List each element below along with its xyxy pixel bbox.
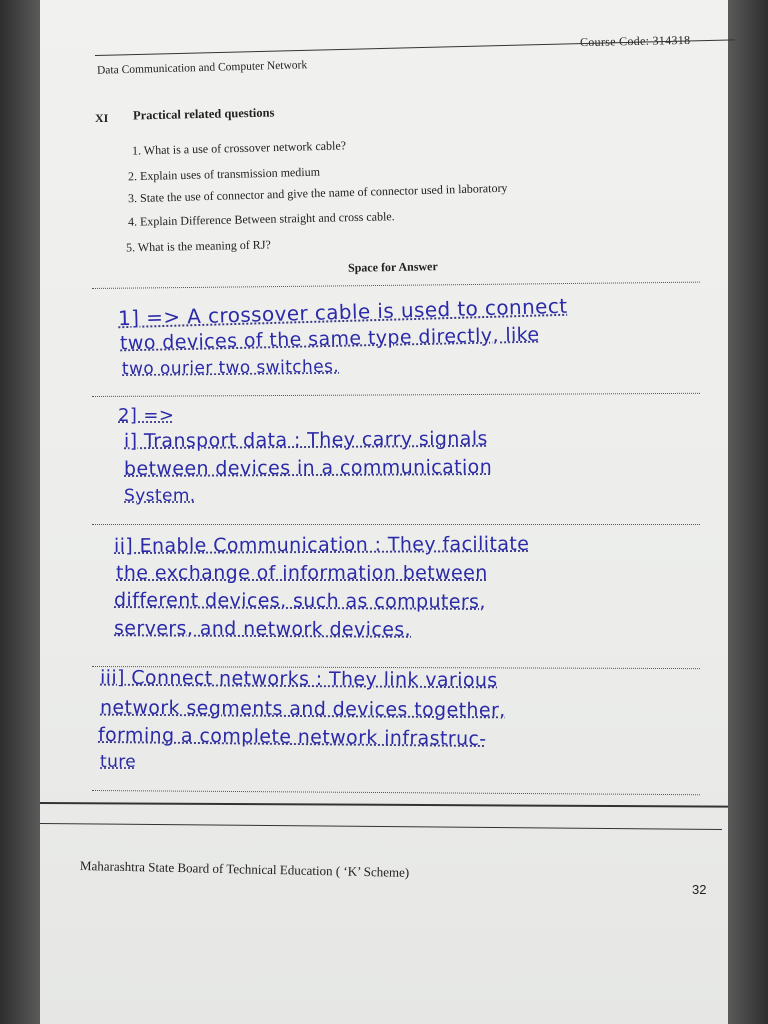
answer-line: servers, and network devices. [113, 617, 412, 641]
answer-line: forming a complete network infrastruc- [97, 723, 487, 751]
page-number: 32 [692, 882, 707, 897]
footer-board: Maharashtra State Board of Technical Education ( ‘K’ Scheme) [79, 858, 410, 880]
answer-line: between devices in a communication [123, 456, 493, 480]
question-4: 4. Explain Difference Between straight and cross cable. [127, 209, 395, 229]
answer-line: i] Transport data : They carry signals [123, 427, 488, 453]
question-5: 5. What is the meaning of RJ? [125, 237, 271, 255]
header-title: Data Communication and Computer Network [96, 59, 308, 77]
answer-line: 1] => A crossover cable is used to connect [117, 293, 568, 331]
answer-heading: Space for Answer [347, 259, 438, 275]
page-right-shadow [728, 0, 768, 1024]
answer-line: System. [124, 486, 196, 506]
answer-line: iii] Connect networks : They link various [99, 666, 498, 692]
section-title: Practical related questions [132, 105, 275, 123]
answer-line: ture [100, 752, 137, 772]
answer-line: network segments and devices together, [99, 696, 506, 722]
section-number: XI [95, 111, 109, 125]
document-page [40, 0, 728, 1024]
answer-rule [92, 393, 700, 397]
answer-rule [92, 790, 700, 795]
answer-line: two ourier two switches. [121, 356, 340, 380]
answer-line: 2] => [118, 405, 175, 426]
answer-line: the exchange of information between [116, 562, 488, 584]
answer-rule [92, 524, 700, 525]
answer-rule [92, 282, 700, 289]
bottom-rule [40, 823, 722, 830]
answer-line: different devices, such as computers, [113, 589, 486, 613]
question-2: 2. Explain uses of transmission medium [127, 164, 321, 184]
bottom-rule [40, 802, 728, 808]
question-3: 3. State the use of connector and give the name of connector used in laboratory [127, 180, 508, 206]
answer-line: ii] Enable Communication : They facilitate [113, 532, 530, 558]
page-left-shadow [0, 0, 40, 1024]
course-code: Course Code: 314318 [579, 32, 691, 50]
answer-line: two devices of the same type directly, like [119, 323, 540, 355]
question-1: 1. What is a use of crossover network cable? [131, 138, 347, 158]
